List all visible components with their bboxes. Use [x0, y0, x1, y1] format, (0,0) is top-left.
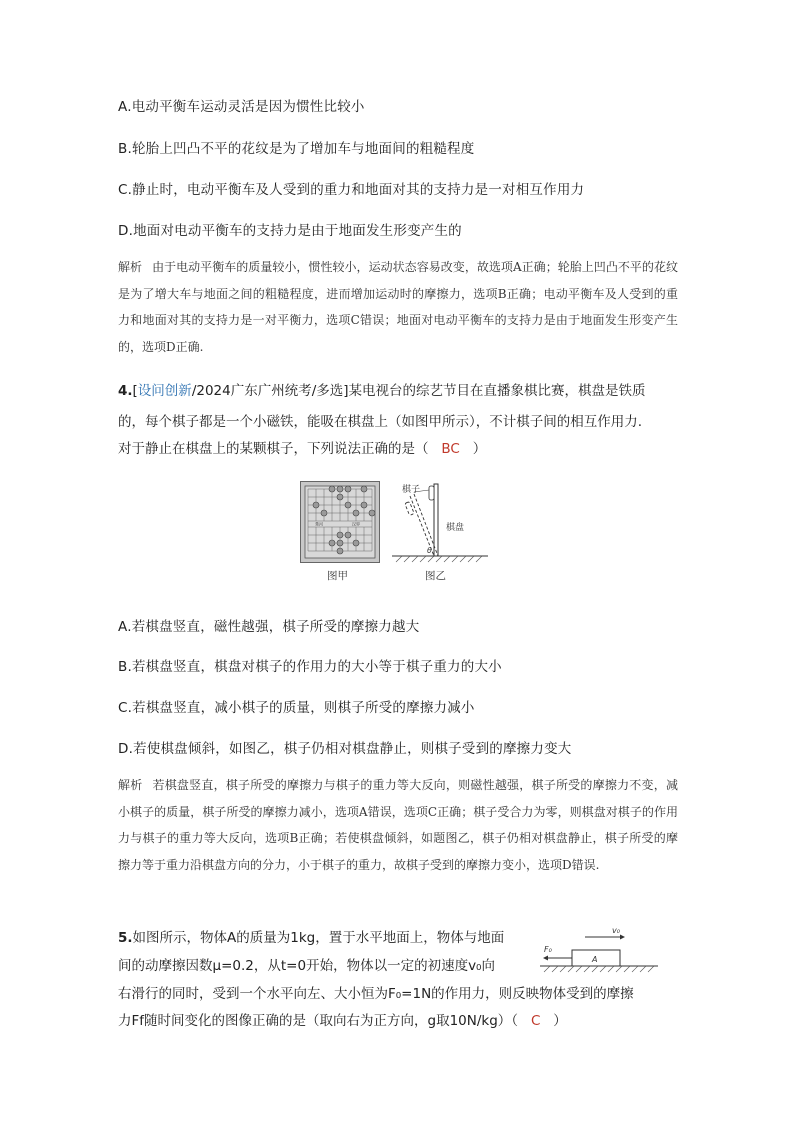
q4-option-c: C.若棋盘竖直，减小棋子的质量，则棋子所受的摩擦力减小 — [118, 700, 475, 716]
river-label-left: 楚河 — [315, 521, 323, 527]
label-piece: 棋子 — [402, 485, 421, 495]
q3-explanation — [118, 254, 678, 360]
q4-stem-line2: 的，每个棋子都是一个小磁铁，能吸在棋盘上（如图甲所示），不计棋子间的相互作用力. — [118, 414, 643, 430]
q5-stem-line4: 力Ff随时间变化的图像正确的是（取向右为正方向，g取10N/kg）（ C ） — [118, 1013, 567, 1029]
q5-stem-line3: 右滑行的同时，受到一个水平向左、大小恒为F₀=1N的作用力，则反映物体受到的摩擦 — [118, 986, 634, 1002]
explanation-text: 若棋盘竖直，棋子所受的摩擦力与棋子的重力等大反向，则磁性越强，棋子所受的摩擦力不变，减小棋子的质量，棋子所受的摩擦力减小，选项A错误，选项C正确；棋子受合力为零，则棋盘对棋子的作用力与棋子的重力等大反向，选项B正确；若使棋盘倾斜，如题图乙，棋子仍相对棋盘静止，棋子所受的摩擦力等于重力沿棋盘方向的分力，小于棋子的重力，故棋子受到的摩擦力变小，选项D错误. — [118, 778, 678, 872]
q3-option-d: D.地面对电动平衡车的支持力是由于地面发生形变产生的 — [118, 223, 462, 239]
q4-option-a: A.若棋盘竖直，磁性越强，棋子所受的摩擦力越大 — [118, 619, 420, 635]
q5-stem-line2: 间的动摩擦因数μ=0.2，从t=0开始，物体以一定的初速度v₀向 — [118, 958, 495, 974]
q3-option-a: A.电动平衡车运动灵活是因为惯性比较小 — [118, 99, 365, 115]
q4-option-b: B.若棋盘竖直，棋盘对棋子的作用力的大小等于棋子重力的大小 — [118, 659, 502, 675]
q4-option-d: D.若使棋盘倾斜，如图乙，棋子仍相对棋盘静止，则棋子受到的摩擦力变大 — [118, 741, 572, 757]
label-block: A — [592, 955, 598, 964]
q4-stem-line3: 对于静止在棋盘上的某颗棋子，下列说法正确的是（ BC ） — [118, 441, 487, 457]
q3-option-b: B.轮胎上凹凸不平的花纹是为了增加车与地面间的粗糙程度 — [118, 141, 475, 157]
explanation-tag: 解析 — [118, 260, 143, 274]
answer: BC — [441, 441, 460, 457]
figure-caption-left: 图甲 — [327, 570, 348, 582]
source-tag: 设问创新 — [137, 383, 192, 399]
q4-stem-line1: 4.[设问创新/2024广东广州统考/多选]某电视台的综艺节目在直播象棋比赛，棋盘是铁质 — [118, 383, 646, 399]
river-label-right: 汉界 — [352, 521, 360, 527]
label-f0: F₀ — [544, 945, 552, 954]
tilted-board-figure — [390, 478, 490, 564]
explanation-tag: 解析 — [118, 778, 143, 792]
block-figure — [540, 920, 660, 974]
label-board: 棋盘 — [446, 523, 465, 533]
chessboard-figure — [300, 481, 380, 563]
figure-caption-right: 图乙 — [425, 570, 446, 582]
q4-explanation — [118, 772, 678, 878]
question-number: 4. — [118, 383, 133, 399]
explanation-text: 由于电动平衡车的质量较小，惯性较小，运动状态容易改变，故选项A正确；轮胎上凹凸不平的花纹是为了增大车与地面之间的粗糙程度，进而增加运动时的摩擦力，选项B正确；电动平衡车及人受到的重力和地面对其的支持力是一对平衡力，选项C错误；地面对电动平衡车的支持力是由于地面发生形变产生的，选项D正确. — [118, 260, 678, 354]
q5-stem-line1: 5.如图所示，物体A的质量为1kg，置于水平地面上，物体与地面 — [118, 930, 505, 946]
label-angle: θ — [427, 546, 432, 555]
label-v0: v₀ — [612, 926, 620, 935]
question-number: 5. — [118, 930, 133, 946]
q3-option-c: C.静止时，电动平衡车及人受到的重力和地面对其的支持力是一对相互作用力 — [118, 182, 585, 198]
answer: C — [530, 1013, 541, 1029]
